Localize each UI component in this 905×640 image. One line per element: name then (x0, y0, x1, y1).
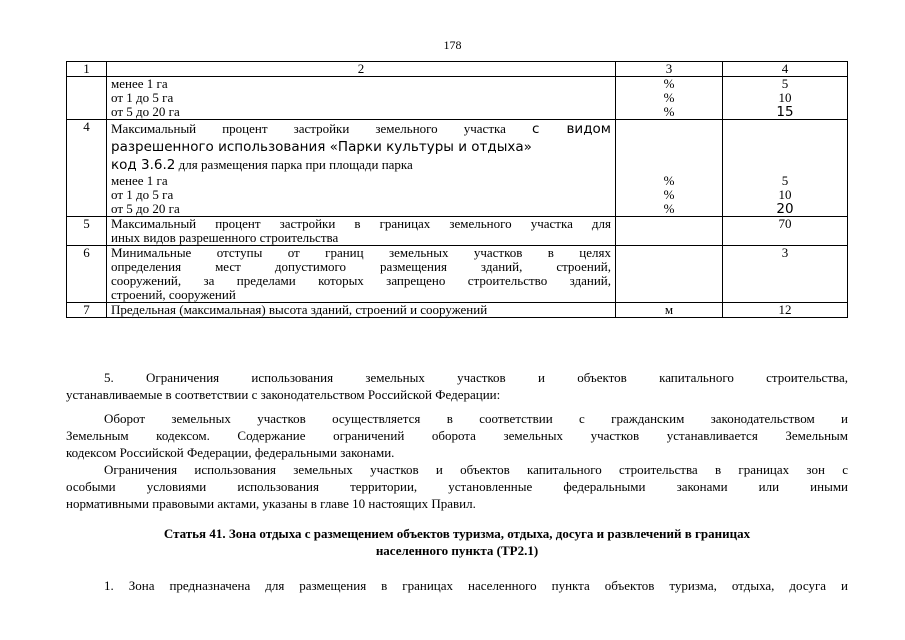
row6-line-2: определения мест допустимого размещения зданий, строений, (111, 259, 611, 274)
row5-line-2: иных видов разрешенного строительства (111, 230, 339, 245)
param-value: 10 (778, 187, 792, 202)
paragraph-line: особыми условиями использования территории, установленные федеральными законами или иными (66, 479, 848, 494)
table-row-7 (67, 303, 848, 318)
row7-text: Предельная (максимальная) высота зданий, строений и сооружений (111, 302, 488, 317)
row-value-cell: 12 (723, 303, 848, 318)
table-row-6 (67, 246, 848, 303)
param-value: 20 (776, 201, 794, 217)
heading-line: населенного пункта (ТР2.1) (375, 543, 539, 558)
param-value: 5 (781, 173, 789, 188)
area-line: от 5 до 20 га (111, 104, 180, 119)
param-value: 10 (778, 90, 792, 105)
paragraph-line: 1. Зона предназначена для размещения в границах населенного пункта объектов туризма, отдыха, досуга и (104, 578, 848, 593)
area-line: менее 1 га (111, 76, 168, 91)
row-number-cell: 4 (67, 120, 107, 217)
paragraph-line: кодексом Российской Федерации, федеральными законами. (66, 445, 395, 460)
unit-value: % (663, 173, 675, 188)
table-row-5 (67, 217, 848, 246)
header-cell-2: 2 (107, 62, 616, 77)
row6-line-1: Минимальные отступы от границ земельных участков в целях (111, 245, 611, 260)
row-unit-cell (616, 120, 723, 217)
header-cell-4: 4 (723, 62, 848, 77)
unit-value: % (663, 104, 675, 119)
row-description-cell (107, 217, 616, 246)
heading-line: Статья 41. Зона отдыха с размещением объектов туризма, отдыха, досуга и развлечений в границах (163, 526, 751, 541)
paragraph-restrictions (66, 369, 848, 403)
row-description-cell (107, 77, 616, 120)
row4-line-1-serif: Максимальный процент застройки земельного участка (111, 121, 506, 136)
param-value: 5 (781, 76, 789, 91)
row-value-cell: 70 (723, 217, 848, 246)
row-number-cell: 7 (67, 303, 107, 318)
paragraph-line: нормативными правовыми актами, указаны в главе 10 настоящих Правил. (66, 496, 476, 511)
table-header-row (67, 62, 848, 77)
area-line: менее 1 га (111, 173, 168, 188)
area-line: от 1 до 5 га (111, 187, 174, 202)
header-cell-3: 3 (616, 62, 723, 77)
param-value: 15 (776, 104, 794, 120)
row4-line-2: разрешенного использования «Парки культуры и отдыха» (111, 139, 532, 155)
row6-line-3: сооружений, за пределами которых запрещено строительство зданий, (111, 273, 611, 288)
row-value-cell (723, 120, 848, 217)
row5-line-1: Максимальный процент застройки в границах земельного участка для (111, 216, 611, 231)
zoning-parameters-table (66, 61, 848, 318)
header-cell-1: 1 (67, 62, 107, 77)
paragraph-land-turnover (66, 410, 848, 461)
unit-value: % (663, 90, 675, 105)
row4-line-1 (111, 120, 611, 138)
article-heading (66, 525, 848, 559)
row-unit-cell (616, 217, 723, 246)
unit-value: % (663, 76, 675, 91)
unit-value: % (663, 201, 675, 216)
row-number-cell: 5 (67, 217, 107, 246)
row-value-cell (723, 77, 848, 120)
row-description-cell (107, 246, 616, 303)
area-line: от 1 до 5 га (111, 90, 174, 105)
paragraph-line: Ограничения использования земельных участков и объектов капитального строительства в границах зон с (104, 462, 848, 477)
unit-value: % (663, 187, 675, 202)
paragraph-line: Оборот земельных участков осуществляется в соответствии с гражданским законодательством и (104, 411, 848, 426)
row-description-cell (107, 303, 616, 318)
row-description-cell (107, 120, 616, 217)
row-value-cell: 3 (723, 246, 848, 303)
row4-line-3 (111, 156, 611, 174)
row4-line-3-sans: код 3.6.2 (111, 157, 176, 173)
page-number: 178 (443, 38, 462, 52)
row-unit-cell (616, 77, 723, 120)
row-unit-cell (616, 246, 723, 303)
row-unit-cell: м (616, 303, 723, 318)
row4-line-3-serif: для размещения парка при площади парка (178, 157, 413, 172)
paragraph-line: устанавливаемые в соответствии с законодательством Российской Федерации: (66, 387, 501, 402)
row4-line-1-sans: с видом (531, 121, 611, 137)
paragraph-zone-purpose (66, 577, 848, 594)
paragraph-line: Земельным кодексом. Содержание ограничений оборота земельных участков устанавливается Земельным (66, 428, 848, 443)
paragraph-line: 5. Ограничения использования земельных участков и объектов капитального строительства, (104, 370, 848, 385)
paragraph-special-zones (66, 461, 848, 512)
row6-line-4: строений, сооружений (111, 287, 236, 302)
area-line: от 5 до 20 га (111, 201, 180, 216)
table-row-continuation (67, 77, 848, 120)
table-row-4 (67, 120, 848, 217)
row-number-cell (67, 77, 107, 120)
row-number-cell: 6 (67, 246, 107, 303)
